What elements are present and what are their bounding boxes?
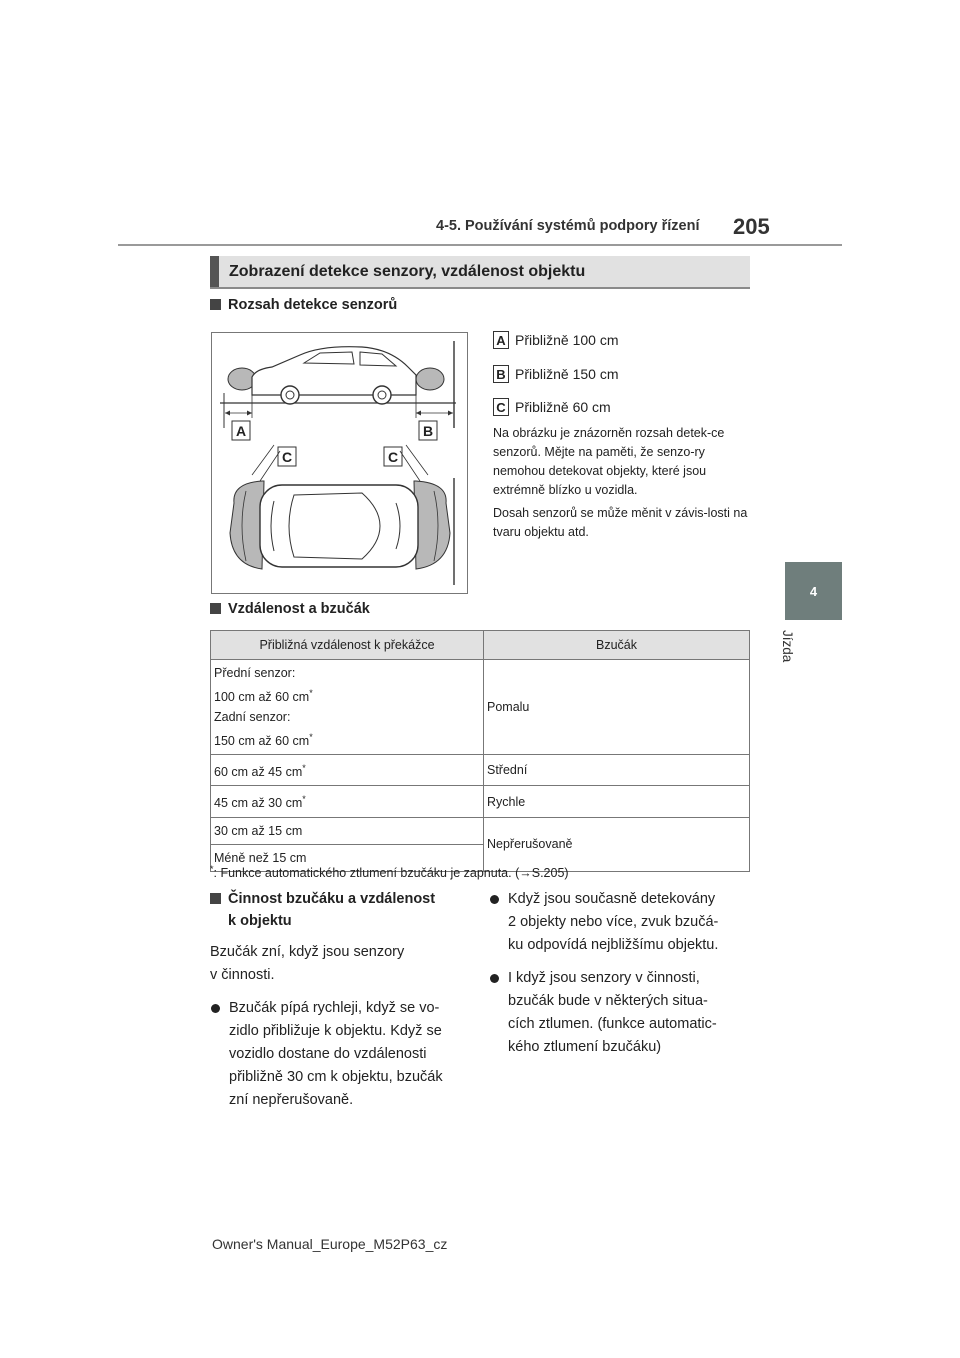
- bullet-item: Bzučák pípá rychleji, když se vo- zidlo přibližuje k objektu. Když se vozidlo dostane do vzdálenosti přibližně 30 cm k objektu, bzučák zní nepřerušovaně.: [210, 997, 475, 1112]
- buzzer-operation-heading: [210, 888, 475, 932]
- legend-item-a: [493, 331, 619, 349]
- detection-range-heading-text: Rozsah detekce senzorů: [228, 297, 398, 313]
- table-cell-buzzer: Střední: [484, 755, 750, 786]
- cell-line-rear-range: 150 cm až 60 cm*: [214, 732, 313, 749]
- chapter-number: 4: [809, 583, 818, 599]
- car-top-roof: [289, 493, 380, 559]
- cell-line-front-sensor: Přední senzor:: [214, 666, 296, 680]
- legend-text: Přibližně 150 cm: [515, 366, 619, 382]
- bullet-dot-icon: [211, 1004, 220, 1013]
- figure-label-c-rear: C: [387, 449, 399, 465]
- buzzer-notes-block: [489, 888, 754, 1059]
- legend-item-c: [493, 398, 611, 416]
- footer-manual-id: Owner's Manual_Europe_M52P63_cz: [212, 1236, 448, 1252]
- figure-note-2: Dosah senzorů se může měnit v závis-losti na tvaru objektu atd.: [493, 506, 748, 539]
- bullet-item: I když jsou senzory v činnosti, bzučák bude v některých situa- cích ztlumen. (funkce automatic- kého ztlumení bzučáku): [489, 967, 754, 1059]
- legend-item-b: [493, 365, 619, 383]
- sensor-range-illustration: [212, 333, 467, 593]
- square-bullet-icon: [210, 893, 221, 904]
- distance-buzzer-heading-text: Vzdálenost a bzučák: [228, 601, 370, 617]
- legend-text: Přibližně 60 cm: [515, 399, 611, 415]
- chapter-title: Jízda: [780, 630, 795, 663]
- header-section-title: 4-5. Používání systémů podpory řízení: [436, 218, 700, 234]
- figure-label-c-front: C: [281, 449, 293, 465]
- legend-letter-box: B: [493, 365, 509, 383]
- table-cell-distance: 45 cm až 30 cm*: [211, 786, 484, 817]
- page-number: 205: [733, 214, 770, 239]
- column-header-distance: Přibližná vzdálenost k překážce: [211, 631, 484, 660]
- heading-line: Činnost bzučáku a vzdálenost: [228, 891, 436, 907]
- section-title-bar: [210, 256, 750, 289]
- square-bullet-icon: [210, 603, 221, 614]
- heading-line: k objektu: [228, 913, 292, 929]
- bullet-dot-icon: [490, 974, 499, 983]
- rear-sensor-zone-top: [414, 481, 450, 569]
- square-bullet-icon: [210, 299, 221, 310]
- table-cell-distance: [211, 660, 484, 755]
- distance-buzzer-heading: [210, 598, 370, 620]
- bullet-item: Když jsou současně detekovány 2 objekty nebo více, zvuk bzučá- ku odpovídá nejbližšímu objektu.: [489, 888, 754, 957]
- legend-letter-box: A: [493, 331, 509, 349]
- table-cell-distance: Méně než 15 cm: [211, 844, 484, 871]
- rear-sensor-zone-side: [416, 368, 444, 390]
- front-sensor-zone-top: [230, 481, 264, 569]
- table-cell-buzzer: Rychle: [484, 786, 750, 817]
- figure-label-a: A: [235, 423, 247, 439]
- table-row: [211, 817, 750, 844]
- table-cell-buzzer: Nepřerušovaně: [484, 817, 750, 871]
- chapter-tab: [785, 562, 842, 620]
- distance-buzzer-table: [210, 630, 750, 872]
- bullet-dot-icon: [490, 895, 499, 904]
- column-header-buzzer: Bzučák: [484, 631, 750, 660]
- sensor-range-figure: [211, 332, 468, 594]
- section-title-accent: [210, 256, 219, 287]
- table-header-row: [211, 631, 750, 660]
- detection-range-heading: [210, 294, 397, 316]
- table-cell-distance: 30 cm až 15 cm: [211, 817, 484, 844]
- table-cell-buzzer: Pomalu: [484, 660, 750, 755]
- table-cell-distance: 60 cm až 45 cm*: [211, 755, 484, 786]
- table-row: [211, 786, 750, 817]
- buzzer-operation-block: [210, 888, 475, 1112]
- table-row: [211, 755, 750, 786]
- section-title: Zobrazení detekce senzory, vzdálenost objektu: [229, 262, 586, 280]
- cell-line-front-range: 100 cm až 60 cm*: [214, 688, 313, 705]
- figure-label-b: B: [422, 423, 434, 439]
- legend-letter-box: C: [493, 398, 509, 416]
- cell-line-rear-sensor: Zadní senzor:: [214, 710, 291, 725]
- table-row: [211, 660, 750, 755]
- buzzer-intro-paragraph: Bzučák zní, když jsou senzory v činnosti.: [210, 944, 405, 983]
- figure-note-1: Na obrázku je znázorněn rozsah detek-ce senzorů. Mějte na paměti, že senzo-ry nemohou detekovat objekty, které jsou extrémně blízko u vozidla.: [493, 426, 725, 497]
- table-footnote: *: Funkce automatického ztlumení bzučáku je zapnuta. (→S.205): [210, 864, 569, 881]
- legend-text: Přibližně 100 cm: [515, 332, 619, 348]
- header-rule: [118, 244, 842, 246]
